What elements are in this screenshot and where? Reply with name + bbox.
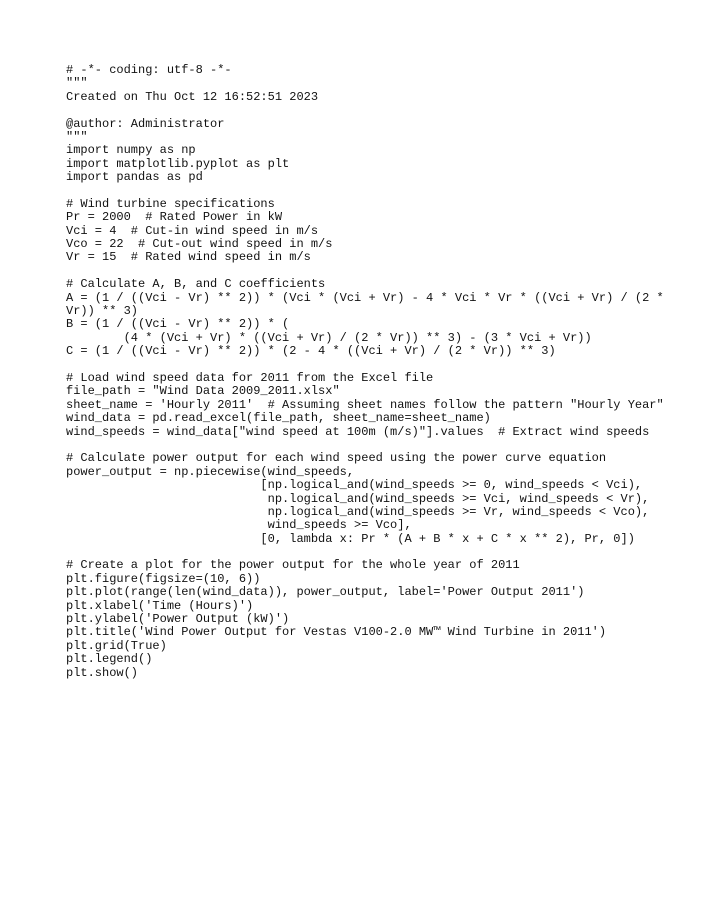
- code-line: plt.ylabel('Power Output (kW)'): [66, 612, 290, 627]
- code-line: plt.grid(True): [66, 638, 167, 653]
- code-line: Created on Thu Oct 12 16:52:51 2023: [66, 89, 319, 104]
- code-line: wind_speeds >= Vco],: [66, 518, 412, 533]
- code-line: plt.xlabel('Time (Hours)'): [66, 598, 254, 613]
- code-line: [66, 439, 666, 452]
- code-line: # Create a plot for the power output for the whole year of 2011: [66, 558, 520, 573]
- code-line: wind_data = pd.read_excel(file_path, sheet_name=sheet_name): [66, 411, 491, 426]
- code-line: file_path = "Wind Data 2009_2011.xlsx": [66, 384, 340, 399]
- code-line: # -*- coding: utf-8 -*-: [66, 63, 232, 77]
- code-line: [np.logical_and(wind_speeds >= 0, wind_speeds < Vci),: [66, 478, 643, 493]
- code-line: Vr = 15 # Rated wind speed in m/s: [66, 250, 311, 265]
- code-line: [66, 104, 666, 117]
- code-line: [66, 265, 666, 278]
- code-line: # Calculate A, B, and C coefficients: [66, 277, 326, 292]
- code-line: Pr = 2000 # Rated Power in kW: [66, 210, 283, 225]
- code-line: plt.show(): [66, 665, 139, 680]
- code-line: @author: Administrator: [66, 116, 225, 131]
- code-line: wind_speeds = wind_data["wind speed at 100m (m/s)"].values # Extract wind speeds: [66, 424, 650, 439]
- code-line: C = (1 / ((Vci - Vr) ** 2)) * (2 - 4 * ((Vci + Vr) / (2 * Vr)) ** 3): [66, 344, 556, 359]
- code-line: Vci = 4 # Cut-in wind speed in m/s: [66, 223, 319, 238]
- code-line: Vr)) ** 3): [66, 304, 139, 319]
- code-line: (4 * (Vci + Vr) * ((Vci + Vr) / (2 * Vr)) ** 3) - (3 * Vci + Vr)): [66, 330, 592, 345]
- code-line: B = (1 / ((Vci - Vr) ** 2)) * (: [66, 317, 290, 332]
- code-line: Vco = 22 # Cut-out wind speed in m/s: [66, 237, 333, 252]
- code-line: np.logical_and(wind_speeds >= Vci, wind_speeds < Vr),: [66, 491, 650, 506]
- code-line: power_output = np.piecewise(wind_speeds,: [66, 464, 355, 479]
- code-line: # Wind turbine specifications: [66, 196, 275, 211]
- code-line: plt.legend(): [66, 652, 153, 667]
- code-line: plt.figure(figsize=(10, 6)): [66, 571, 261, 586]
- code-line: [66, 359, 666, 372]
- code-line: import numpy as np: [66, 143, 196, 158]
- code-line: """: [66, 76, 88, 91]
- code-line: [66, 185, 666, 198]
- code-line: import pandas as pd: [66, 170, 203, 185]
- code-line: np.logical_and(wind_speeds >= Vr, wind_speeds < Vco),: [66, 504, 650, 519]
- code-line: A = (1 / ((Vci - Vr) ** 2)) * (Vci * (Vci + Vr) - 4 * Vci * Vr * ((Vci + Vr) / (2 *: [66, 290, 664, 305]
- code-line: """: [66, 129, 88, 144]
- code-listing: [66, 64, 666, 680]
- code-line: # Load wind speed data for 2011 from the Excel file: [66, 370, 434, 385]
- code-line: import matplotlib.pyplot as plt: [66, 156, 290, 171]
- code-line: # Calculate power output for each wind speed using the power curve equation: [66, 451, 607, 466]
- code-line: plt.title('Wind Power Output for Vestas V100-2.0 MW™ Wind Turbine in 2011'): [66, 625, 607, 640]
- code-line: sheet_name = 'Hourly 2011' # Assuming sheet names follow the pattern "Hourly Year": [66, 397, 664, 412]
- code-line: [66, 546, 666, 559]
- code-line: [0, lambda x: Pr * (A + B * x + C * x ** 2), Pr, 0]): [66, 531, 635, 546]
- code-line: plt.plot(range(len(wind_data)), power_output, label='Power Output 2011'): [66, 585, 585, 600]
